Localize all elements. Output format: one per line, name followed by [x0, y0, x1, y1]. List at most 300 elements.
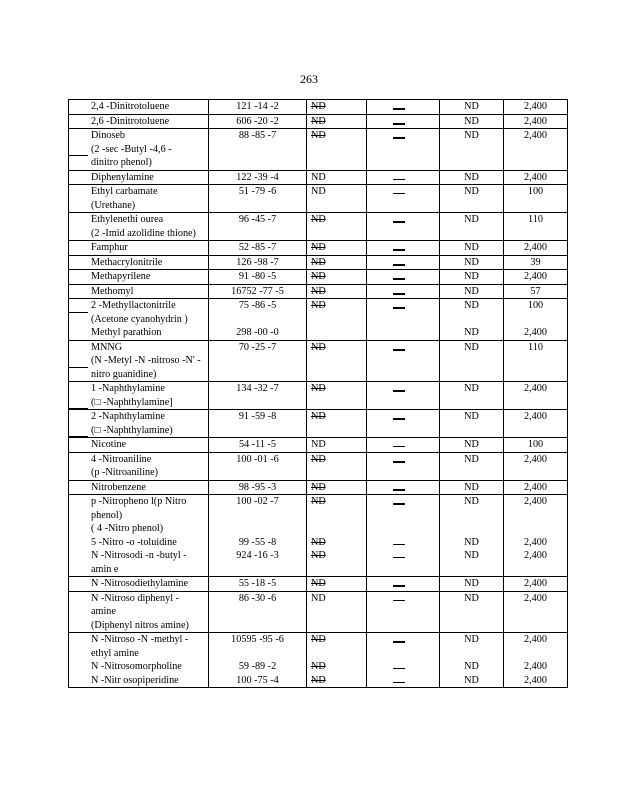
cas-number-line: 51 -79 -6: [238, 186, 277, 197]
status-nd-struck-line: [311, 313, 366, 327]
dash-mark: [393, 137, 405, 139]
dash-cell: [367, 170, 440, 185]
status-nd-struck: [307, 255, 367, 270]
status-nd-struck-line: ND: [311, 300, 326, 311]
status-nd: [440, 577, 504, 592]
cas-number: [209, 382, 307, 410]
status-nd-line: ND: [464, 341, 479, 353]
cas-number: [209, 577, 307, 592]
status-nd: [440, 255, 504, 270]
status-nd: [440, 480, 504, 495]
limit-value-line: 2,400: [524, 115, 547, 127]
table-row: [69, 213, 568, 241]
status-nd: [440, 633, 504, 688]
cas-number-line: 100 -01 -6: [236, 453, 279, 465]
chemical-name-line: N -Nitrosodi -n -butyl -: [91, 550, 187, 561]
limit-value: [504, 438, 568, 453]
table-row: [69, 170, 568, 185]
cas-number-line: 298 -00 -0: [236, 327, 279, 338]
chemical-name: [69, 213, 209, 241]
status-nd-line: ND: [464, 496, 479, 507]
cas-number: [209, 270, 307, 285]
chemical-name: [69, 382, 209, 410]
status-nd-struck-line: ND: [311, 634, 326, 645]
table-row: [69, 438, 568, 453]
status-nd-line: [440, 509, 503, 523]
dash-cell: [367, 299, 440, 341]
status-nd-struck: [307, 129, 367, 171]
dash-cell: [367, 382, 440, 410]
dash-mark: [393, 193, 405, 194]
hazardous-constituents-table: [68, 99, 568, 688]
limit-value-line: 2,400: [524, 536, 547, 548]
status-nd-struck: [307, 114, 367, 129]
limit-value-line: 2,400: [524, 481, 547, 493]
status-nd-line: ND: [464, 383, 479, 394]
table-row: [69, 255, 568, 270]
chemical-name-line: dinitro phenol): [91, 157, 152, 168]
table-row: [69, 185, 568, 213]
status-nd-line: ND: [464, 271, 479, 282]
chemical-name: [69, 129, 209, 171]
cas-number-line: 98 -95 -3: [238, 481, 277, 493]
limit-value-line: 2,400: [524, 674, 547, 686]
cas-number-line: 924 -16 -3: [236, 550, 279, 561]
chemical-name-line: (Diphenyl nitros amine): [91, 619, 189, 631]
chemical-name-line: 2,4 -Dinitrotoluene: [91, 101, 170, 112]
chemical-name: [69, 100, 209, 115]
table-row: [69, 591, 568, 633]
chemical-name: [69, 114, 209, 129]
dash-cell: [367, 438, 440, 453]
status-nd-struck-line: ND: [311, 271, 326, 282]
limit-value-line: 2,400: [524, 634, 547, 645]
chemical-name-line: Methyl parathion: [91, 327, 162, 338]
chemical-name-line: N -Nitrosodiethylamine: [91, 578, 189, 589]
limit-value: [504, 480, 568, 495]
chemical-name-line: 1 -Naphthylamine: [91, 383, 165, 394]
dash-cell: [367, 255, 440, 270]
chemical-name-line: (□ -Naphthylamine): [91, 424, 173, 436]
chemical-name: [69, 452, 209, 480]
limit-value: [504, 213, 568, 241]
dash-mark: [393, 503, 405, 505]
status-nd: [440, 270, 504, 285]
dash-cell: [367, 633, 440, 688]
status-nd-struck: [307, 591, 367, 633]
limit-value: [504, 410, 568, 438]
limit-value-line: [504, 563, 567, 577]
chemical-name-line: (2 -sec -Butyl -4,6 -: [91, 143, 172, 155]
limit-value-line: 2,400: [524, 130, 547, 141]
status-nd: [440, 591, 504, 633]
dash-cell: [367, 100, 440, 115]
cas-number-line: [209, 509, 306, 523]
limit-value: [504, 241, 568, 256]
chemical-name-line: 2 -Naphthylamine: [91, 411, 165, 422]
limit-value: [504, 340, 568, 382]
status-nd: [440, 452, 504, 480]
chemical-name-line: nitro guanidine): [91, 368, 157, 380]
table-row: [69, 284, 568, 299]
chemical-name-line: Famphur: [91, 242, 128, 253]
dash-mark: [393, 446, 405, 447]
limit-value: [504, 100, 568, 115]
status-nd: [440, 438, 504, 453]
chemical-name: [69, 410, 209, 438]
dash-mark: [393, 682, 405, 683]
status-nd-struck-line: ND: [311, 115, 326, 127]
cas-number-line: 99 -55 -8: [238, 536, 277, 548]
status-nd-struck-line: ND: [311, 411, 326, 422]
table-row: [69, 114, 568, 129]
limit-value-line: [504, 509, 567, 523]
status-nd-struck-line: [311, 326, 366, 340]
status-nd-struck: [307, 438, 367, 453]
table-row: [69, 410, 568, 438]
limit-value-line: 100: [527, 439, 544, 450]
cas-number-line: 121 -14 -2: [236, 101, 279, 112]
status-nd-struck: [307, 185, 367, 213]
dash-mark: [393, 221, 405, 223]
chemical-name-line: (Acetone cyanohydrin ): [91, 313, 188, 325]
limit-value: [504, 577, 568, 592]
dash-mark: [393, 641, 405, 643]
dash-mark: [393, 461, 405, 463]
status-nd-struck: [307, 633, 367, 688]
chemical-name: [69, 241, 209, 256]
table-row: [69, 340, 568, 382]
status-nd-line: ND: [464, 327, 479, 338]
status-nd-line: [440, 563, 503, 577]
cas-number-line: 96 -45 -7: [238, 214, 277, 225]
cas-number: [209, 299, 307, 341]
chemical-name-line: 2 -Methyllactonitrile: [91, 300, 176, 311]
status-nd-struck-line: ND: [311, 383, 326, 394]
table-row: [69, 299, 568, 341]
status-nd-struck: [307, 495, 367, 577]
dash-cell: [367, 114, 440, 129]
status-nd-line: ND: [464, 661, 479, 672]
chemical-name-line: Nitrobenzene: [91, 481, 146, 493]
dash-mark: [393, 557, 405, 558]
chemical-name-line: Methapyrilene: [91, 271, 151, 282]
chemical-name-line: amine: [91, 606, 116, 617]
dash-mark: [393, 349, 405, 351]
status-nd-struck-line: ND: [311, 592, 326, 604]
cas-number-line: 70 -25 -7: [238, 341, 277, 353]
margin-underline: [69, 312, 88, 313]
dash-mark: [393, 418, 405, 420]
chemical-name-line: MNNG: [91, 341, 123, 353]
chemical-name-line: Methomyl: [91, 285, 134, 297]
status-nd-line: ND: [464, 439, 479, 450]
table-row: [69, 452, 568, 480]
table-row: [69, 495, 568, 577]
limit-value: [504, 382, 568, 410]
chemical-name-line: 2,6 -Dinitrotoluene: [91, 115, 170, 127]
chemical-name: [69, 185, 209, 213]
chemical-name: [69, 591, 209, 633]
chemical-name-line: Ethylenethi ourea: [91, 214, 164, 225]
chemical-name-line: N -Nitroso diphenyl -: [91, 592, 179, 604]
dash-cell: [367, 270, 440, 285]
limit-value-line: 110: [528, 214, 543, 225]
status-nd-struck: [307, 241, 367, 256]
status-nd-struck-line: ND: [311, 256, 326, 268]
cas-number-line: 86 -30 -6: [238, 592, 277, 604]
status-nd-line: ND: [464, 256, 479, 268]
chemical-name-line: (2 -Imid azolidine thione): [91, 227, 196, 239]
status-nd-struck-line: ND: [311, 578, 326, 589]
status-nd-line: ND: [464, 536, 479, 548]
dash-mark: [393, 489, 405, 491]
status-nd-struck: [307, 382, 367, 410]
table-row: [69, 633, 568, 688]
status-nd-struck-line: ND: [311, 285, 326, 297]
status-nd-line: ND: [464, 674, 479, 686]
status-nd-struck-line: ND: [311, 661, 326, 672]
limit-value-line: 100: [527, 186, 544, 197]
limit-value: [504, 284, 568, 299]
status-nd-line: ND: [464, 214, 479, 225]
dash-cell: [367, 452, 440, 480]
status-nd-struck-line: ND: [311, 171, 326, 183]
limit-value: [504, 299, 568, 341]
dash-mark: [393, 544, 405, 545]
margin-underline: [69, 155, 88, 156]
limit-value-line: 110: [528, 341, 543, 353]
status-nd-struck: [307, 410, 367, 438]
cas-number: [209, 633, 307, 688]
status-nd-struck: [307, 270, 367, 285]
cas-number: [209, 255, 307, 270]
status-nd-struck: [307, 480, 367, 495]
status-nd-line: ND: [464, 634, 479, 645]
status-nd-struck-line: ND: [311, 453, 326, 465]
page-number: 263: [300, 72, 318, 86]
cas-number-line: 606 -20 -2: [236, 115, 279, 127]
chemical-name: [69, 255, 209, 270]
limit-value: [504, 129, 568, 171]
status-nd-struck-line: [311, 563, 366, 577]
status-nd-line: ND: [464, 242, 479, 253]
chemical-name-line: amin e: [91, 563, 119, 575]
limit-value-line: 2,400: [524, 171, 547, 183]
dash-mark: [393, 307, 405, 309]
limit-value: [504, 495, 568, 577]
chemical-name-line: Methacrylonitrile: [91, 256, 163, 268]
chemical-name-line: Dinoseb: [91, 130, 125, 141]
chemical-name: [69, 170, 209, 185]
cas-number: [209, 213, 307, 241]
status-nd-struck-line: ND: [311, 481, 326, 493]
cas-number-line: 10595 -95 -6: [231, 634, 284, 645]
cas-number-line: 52 -85 -7: [238, 242, 277, 253]
status-nd-struck-line: ND: [311, 536, 326, 548]
status-nd-struck-line: ND: [311, 242, 326, 253]
status-nd-struck-line: ND: [311, 496, 326, 507]
status-nd: [440, 410, 504, 438]
dash-cell: [367, 577, 440, 592]
table-row: [69, 129, 568, 171]
table-row: [69, 382, 568, 410]
dash-mark: [393, 278, 405, 280]
limit-value-line: 2,400: [524, 661, 547, 672]
chemical-name-line: Ethyl carbamate: [91, 186, 158, 197]
table-row: [69, 577, 568, 592]
limit-value: [504, 185, 568, 213]
table-row: [69, 270, 568, 285]
cas-number-line: 75 -86 -5: [238, 300, 277, 311]
cas-number-line: 55 -18 -5: [238, 578, 277, 589]
cas-number-line: [209, 647, 306, 661]
status-nd: [440, 495, 504, 577]
cas-number: [209, 480, 307, 495]
chemical-name-line: N -Nitrosomorpholine: [91, 661, 182, 672]
status-nd-line: [440, 647, 503, 661]
chemical-name-line: phenol): [91, 509, 123, 521]
status-nd: [440, 382, 504, 410]
dash-cell: [367, 591, 440, 633]
dash-cell: [367, 185, 440, 213]
chemical-name-line: (□ -Naphthylamine]: [91, 396, 173, 408]
limit-value: [504, 270, 568, 285]
dash-cell: [367, 340, 440, 382]
limit-value: [504, 255, 568, 270]
cas-number: [209, 591, 307, 633]
status-nd-struck-line: [311, 522, 366, 536]
status-nd: [440, 114, 504, 129]
limit-value-line: 2,400: [524, 578, 547, 589]
dash-cell: [367, 129, 440, 171]
dash-cell: [367, 480, 440, 495]
limit-value-line: 57: [530, 285, 541, 297]
table-row: [69, 480, 568, 495]
chemical-name: [69, 577, 209, 592]
status-nd-struck: [307, 213, 367, 241]
status-nd-line: ND: [464, 578, 479, 589]
status-nd-struck-line: ND: [311, 214, 326, 225]
status-nd: [440, 129, 504, 171]
chemical-name-line: N -Nitroso -N -methyl -: [91, 634, 189, 645]
limit-value-line: 2,400: [524, 271, 547, 282]
status-nd-line: ND: [464, 171, 479, 183]
status-nd: [440, 284, 504, 299]
cas-number: [209, 340, 307, 382]
status-nd-struck-line: [311, 509, 366, 523]
cas-number-line: 16752 -77 -5: [231, 285, 284, 297]
status-nd: [440, 299, 504, 341]
status-nd-struck: [307, 170, 367, 185]
cas-number: [209, 495, 307, 577]
limit-value-line: 2,400: [524, 592, 547, 604]
cas-number-line: 54 -11 -5: [239, 439, 276, 450]
cas-number-line: [209, 313, 306, 327]
chemical-name: [69, 438, 209, 453]
cas-number-line: 91 -59 -8: [238, 411, 277, 422]
dash-mark: [393, 123, 405, 125]
chemical-name: [69, 299, 209, 341]
status-nd-line: [440, 313, 503, 327]
status-nd-struck-line: [311, 647, 366, 661]
cas-number: [209, 410, 307, 438]
status-nd-line: ND: [464, 453, 479, 465]
dash-mark: [393, 293, 405, 295]
cas-number-line: 134 -32 -7: [236, 383, 279, 394]
limit-value-line: [504, 647, 567, 661]
dash-mark: [393, 600, 405, 601]
status-nd-struck: [307, 340, 367, 382]
dash-cell: [367, 495, 440, 577]
limit-value: [504, 114, 568, 129]
limit-value-line: [504, 313, 567, 327]
limit-value-line: 100: [527, 300, 544, 311]
cas-number-line: 91 -80 -5: [238, 271, 277, 282]
status-nd-struck: [307, 284, 367, 299]
status-nd-struck-line: ND: [311, 550, 326, 561]
status-nd-struck-line: ND: [311, 674, 326, 686]
cas-number-line: [209, 563, 306, 577]
dash-mark: [393, 249, 405, 251]
chemical-name-line: p -Nitropheno l(p Nitro: [91, 496, 187, 507]
cas-number-line: 59 -89 -2: [238, 661, 277, 672]
limit-value: [504, 452, 568, 480]
cas-number: [209, 114, 307, 129]
cas-number: [209, 284, 307, 299]
dash-mark: [393, 585, 405, 587]
cas-number: [209, 100, 307, 115]
status-nd-struck: [307, 452, 367, 480]
cas-number: [209, 452, 307, 480]
chemical-name-line: (N -Metyl -N -nitroso -N' -: [91, 355, 201, 366]
chemical-name-line: ethyl amine: [91, 647, 139, 659]
table-row: [69, 241, 568, 256]
chemical-name-line: (Urethane): [91, 199, 136, 211]
chemical-name-line: N -Nitr osopiperidine: [91, 674, 179, 686]
status-nd-struck-line: ND: [311, 341, 326, 353]
status-nd-line: ND: [464, 411, 479, 422]
limit-value: [504, 633, 568, 688]
cas-number: [209, 129, 307, 171]
status-nd-struck-line: ND: [311, 101, 326, 112]
status-nd-struck: [307, 100, 367, 115]
limit-value-line: 2,400: [524, 242, 547, 253]
cas-number: [209, 185, 307, 213]
status-nd-struck-line: ND: [311, 439, 326, 450]
limit-value-line: 2,400: [524, 411, 547, 422]
limit-value-line: 2,400: [524, 453, 547, 465]
chemical-name-line: 5 -Nitro -o -toluidine: [91, 536, 177, 548]
chemical-name: [69, 340, 209, 382]
limit-value-line: 2,400: [524, 101, 547, 112]
status-nd-line: ND: [464, 101, 479, 112]
limit-value-line: 2,400: [524, 327, 547, 338]
dash-cell: [367, 241, 440, 256]
status-nd-struck-line: ND: [311, 186, 326, 197]
dash-mark: [393, 390, 405, 392]
chemical-name: [69, 633, 209, 688]
chemical-name: [69, 284, 209, 299]
cas-number-line: 122 -39 -4: [236, 171, 279, 183]
table-row: [69, 100, 568, 115]
status-nd-line: ND: [464, 115, 479, 127]
status-nd-line: ND: [464, 130, 479, 141]
cas-number-line: 100 -02 -7: [236, 496, 279, 507]
cas-number: [209, 170, 307, 185]
status-nd: [440, 100, 504, 115]
status-nd-struck-line: ND: [311, 130, 326, 141]
